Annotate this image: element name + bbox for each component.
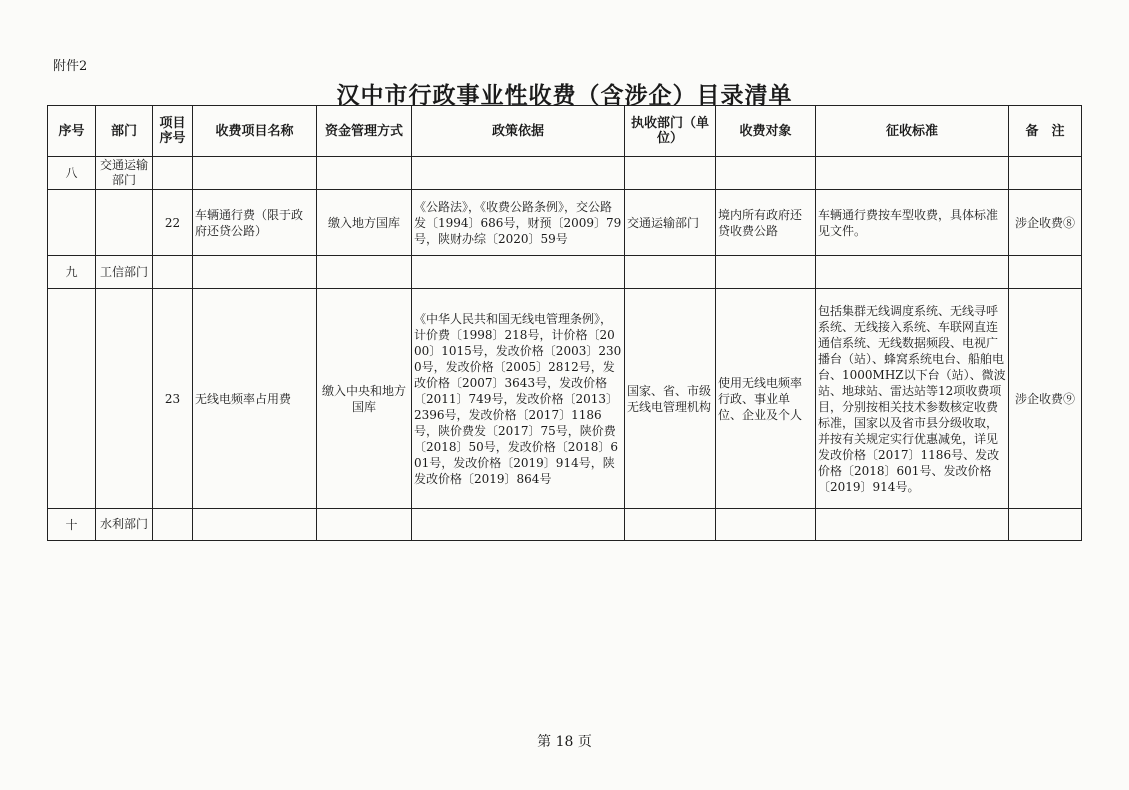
item-no: 22 [153,190,193,256]
section-department: 水利部门 [96,509,153,541]
section-index: 九 [48,256,96,289]
header-row [48,106,1082,157]
header-standard: 征收标准 [816,106,1009,157]
section-department: 交通运输部门 [96,157,153,190]
table-row [48,190,1082,256]
attachment-label: 附件2 [53,59,88,74]
header-collector: 执收部门（单位） [625,106,716,157]
header-item-no: 项目序号 [153,106,193,157]
fund-management: 缴入地方国库 [317,190,412,256]
section-index: 十 [48,509,96,541]
header-payer: 收费对象 [716,106,816,157]
fund-management: 缴入中央和地方国库 [317,289,412,509]
fee-catalog-table [47,105,1082,541]
header-policy-basis: 政策依据 [412,106,625,157]
item-name: 无线电频率占用费 [193,289,317,509]
page-number: 第 18 页 [537,734,592,750]
policy-basis: 《公路法》，《收费公路条例》，交公路发〔1994〕686号，财预〔2009〕79号，陕财办综〔2020〕59号 [412,190,625,256]
header-index: 序号 [48,106,96,157]
item-no: 23 [153,289,193,509]
section-department: 工信部门 [96,256,153,289]
header-remark: 备 注 [1009,106,1082,157]
header-item-name: 收费项目名称 [193,106,317,157]
payer: 境内所有政府还贷收费公路 [716,190,816,256]
section-index: 八 [48,157,96,190]
section-row [48,256,1082,289]
section-row [48,157,1082,190]
header-department: 部门 [96,106,153,157]
remark: 涉企收费⑧ [1009,190,1082,256]
section-row [48,509,1082,541]
remark: 涉企收费⑨ [1009,289,1082,509]
collector: 国家、省、市级无线电管理机构 [625,289,716,509]
standard: 车辆通行费按车型收费，具体标准见文件。 [816,190,1009,256]
header-fund-management: 资金管理方式 [317,106,412,157]
payer: 使用无线电频率行政、事业单位、企业及个人 [716,289,816,509]
policy-basis: 《中华人民共和国无线电管理条例》，计价费〔1998〕218号，计价格〔2000〕1015号，发改价格〔2003〕2300号，发改价格〔2005〕2812号，发改价格〔2007〕3643号，发改价格〔2011〕749号，发改价格〔2013〕2396号，发改价格〔2017〕1186号，陕价费发〔2017〕75号，陕价费〔2018〕50号，发改价格〔2018〕601号，发改价格〔2019〕914号，陕发改价格〔2019〕864号 [412,289,625,509]
table-row [48,289,1082,509]
item-name: 车辆通行费（限于政府还贷公路） [193,190,317,256]
standard: 包括集群无线调度系统、无线寻呼系统、无线接入系统、车联网直连通信系统、无线数据频段、电视广播台（站）、蜂窝系统电台、船舶电台、1000MHZ以下台（站）、微波站、地球站、雷达站等12项收费项目，分别按相关技术参数核定收费标准，国家以及省市县分级收取，并按有关规定实行优惠减免，详见发改价格〔2017〕1186号、发改价格〔2018〕601号、发改价格〔2019〕914号。 [816,289,1009,509]
collector: 交通运输部门 [625,190,716,256]
document-title: 汉中市行政事业性收费（含涉企）目录清单 [336,83,793,109]
